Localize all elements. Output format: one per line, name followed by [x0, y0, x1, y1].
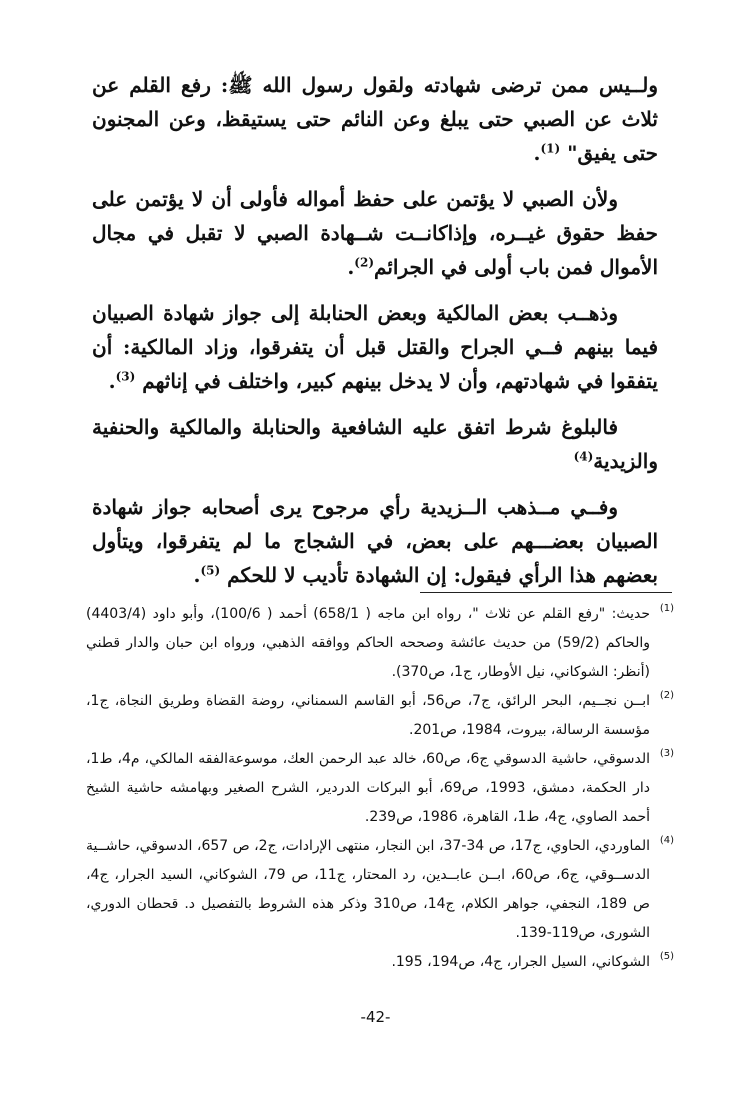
footnote-ref-2: (2) [354, 255, 375, 270]
footnote-3 [86, 745, 674, 832]
footnotes [86, 600, 674, 977]
footnote-ref-5: (5) [200, 563, 221, 578]
main-text [92, 68, 658, 604]
paragraph-2-text: ولأن الصبي لا يؤتمن على حفظ أمواله فأولى أن لا يؤتمن على حفظ حقوق غيــره، وإذاكانــت شــهادة الصبي لا تقبل في مجال الأموال فمن باب أولى في الجرائم [92, 187, 658, 279]
footnote-ref-1: (1) [540, 141, 561, 156]
footnote-separator [420, 592, 672, 593]
footnote-ref-4: (4) [573, 449, 594, 464]
footnote-number: (5) [659, 951, 674, 962]
paragraph-4-text: فالبلوغ شرط اتفق عليه الشافعية والحنابلة والمالكية والحنفية والزيدية [92, 415, 658, 473]
footnote-ref-3: (3) [115, 369, 136, 384]
footnote-text: الدسوقي، حاشية الدسوقي ج6، ص60، خالد عبد الرحمن العك، موسوعةالفقه المالكي، م4، ط1، دار الحكمة، دمشق، 1993، ص69، أبو البركات الدردير، الشرح الصغير وبهامشه حاشية الشيخ أحمد الصاوي، ج4، ط1، القاهرة، 1986، ص239. [86, 751, 650, 825]
page-number: -42- [360, 1008, 391, 1026]
paragraph-3-text: وذهــب بعض المالكية وبعض الحنابلة إلى جواز شهادة الصبيان فيما بينهم فــي الجراح والقتل قبل أن يتفرقوا، وزاد المالكية: أن يتفقوا في شهادتهم، وأن لا يدخل بينهم كبير، واختلف في إناثهم [92, 301, 658, 393]
paragraph-3: وذهــب بعض المالكية وبعض الحنابلة إلى جواز شهادة الصبيان فيما بينهم فــي الجراح والقتل قبل أن يتفرقوا، وزاد المالكية: أن يتفقوا في شهادتهم، وأن لا يدخل بينهم كبير، واختلف في إناثهم $^{(3)}$. [92, 301, 658, 393]
footnote-5 [86, 948, 674, 977]
paragraph-1-text: ولــيس ممن ترضى شهادته ولقول رسول الله ﷺ: رفع القلم عن ثلاث عن الصبي حتى يبلغ وعن النائم حتى يستيقظ، وعن المجنون حتى يفيق" [92, 73, 658, 165]
footnote-1 [86, 600, 674, 687]
paragraph-1: ولــيس ممن ترضى شهادته ولقول رسول الله ﷺ: رفع القلم عن ثلاث عن الصبي حتى يبلغ وعن النائم حتى يستيقظ، وعن المجنون حتى يفيق" $^{(1)}$. [92, 73, 658, 165]
footnote-2 [86, 687, 674, 745]
footnote-number: (2) [659, 690, 674, 701]
footnote-text: حديث: "رفع القلم عن ثلاث "، رواه ابن ماجه ( 658/1) أحمد ( 100/6)، وأبو داود (4403/4) والحاكم (59/2) من حديث عائشة وصححه الحاكم ووافقه الذهبي، ورواه ابن حبان والدار قطني (أنظر: الشوكاني، نيل الأوطار، ج1، ص370). [86, 606, 650, 680]
footnote-4 [86, 832, 674, 948]
footnote-text: ابــن نجــيم، البحر الرائق، ج7، ص56، أبو القاسم السمناني، روضة القضاة وطريق النجاة، ج1، مؤسسة الرسالة، بيروت، 1984، ص201. [86, 693, 651, 738]
footnote-text: الماوردي، الحاوي، ج17، ص 34-37، ابن النجار، منتهى الإرادات، ج2، ص 657، الدسوقي، حاشــية الدســوقي، ج6، ص60، ابــن عابــدين، رد المحتار، ج11، ص 79، الشوكاني، السيد الجرار، ج4، ص 189، النجفي، جواهر الكلام، ج14، ص310 وذكر هذه الشروط بالتفصيل د. قحطان الدوري، الشورى، ص119-139. [86, 838, 650, 941]
footnote-number: (1) [659, 603, 674, 614]
paragraph-4 [92, 410, 658, 478]
footnote-number: (3) [659, 748, 674, 759]
paragraph-5-text: وفــي مــذهب الــزيدية رأي مرجوح يرى أصحابه جواز شهادة الصبيان بعضـــهم على بعض، في الشجاج ما لم يتفرقوا، ويتأول بعضهم هذا الرأي فيقول: إن الشهادة تأديب لا للحكم [92, 495, 658, 587]
footnote-number: (4) [659, 835, 674, 846]
paragraph-2: ولأن الصبي لا يؤتمن على حفظ أمواله فأولى أن لا يؤتمن على حفظ حقوق غيــره، وإذاكانــت شــهادة الصبي لا تقبل في مجال الأموال فمن باب أولى في الجرائم$^{(2)}$. [92, 187, 658, 279]
footnote-text: الشوكاني، السيل الجرار، ج4، ص194، 195. [391, 954, 650, 970]
paragraph-5: وفــي مــذهب الــزيدية رأي مرجوح يرى أصحابه جواز شهادة الصبيان بعضـــهم على بعض، في الشجاج ما لم يتفرقوا، ويتأول بعضهم هذا الرأي فيقول: إن الشهادة تأديب لا للحكم $^{(5)}$. [92, 495, 658, 587]
